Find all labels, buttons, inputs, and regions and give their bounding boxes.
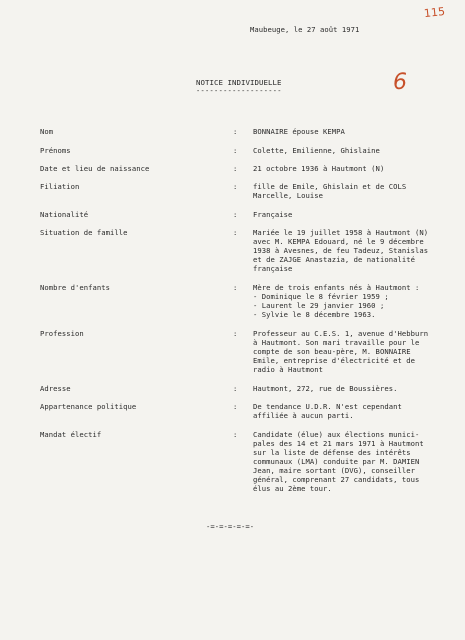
field-value-mandat-1: Candidate (élue) aux élections munici- [253,430,420,439]
field-value-mandat-6: général, comprenant 27 candidats, tous [253,475,420,484]
field-colon: : [233,182,238,191]
field-label-situation: Situation de famille [40,228,128,237]
field-value-profession-2: à Hautmont. Son mari travaille pour le [253,338,420,347]
field-value-nom: BONNAIRE épouse KEMPA [253,127,345,136]
field-label-mandat: Mandat électif [40,430,102,439]
field-colon: : [233,283,238,292]
field-value-mandat-5: Jean, maire sortant (DVG), conseiller [253,466,415,475]
field-colon: : [233,146,238,155]
field-value-naissance: 21 octobre 1936 à Hautmont (N) [253,164,385,173]
field-value-filiation-1: fille de Emile, Ghislain et de COLS [253,182,407,191]
page-number-handwritten: 115 [423,4,446,21]
field-value-mandat-2: pales des 14 et 21 mars 1971 à Hautmont [253,439,424,448]
field-value-situation-4: et de ZAJGE Anastazia, de nationalité [253,255,415,264]
field-value-enfants-2: - Dominique le 8 février 1959 ; [253,292,389,301]
field-value-situation-1: Mariée le 19 juillet 1958 à Hautmont (N) [253,228,429,237]
field-colon: : [233,402,238,411]
field-value-enfants-4: - Sylvie le 8 décembre 1963. [253,310,376,319]
field-colon: : [233,329,238,338]
field-value-profession-1: Professeur au C.E.S. 1, avenue d'Hebburn [253,329,429,338]
field-value-prenoms: Colette, Emilienne, Ghislaine [253,146,380,155]
place-date: Maubeuge, le 27 août 1971 [250,25,360,34]
field-value-politique-1: De tendance U.D.R. N'est cependant [253,402,402,411]
field-label-nom: Nom [40,127,54,136]
field-value-nationalite: Française [253,210,293,219]
field-label-enfants: Nombre d'enfants [40,283,111,292]
field-colon: : [233,384,238,393]
field-label-adresse: Adresse [40,384,71,393]
field-value-situation-2: avec M. KEMPA Edouard, né le 9 décembre [253,237,424,246]
field-value-situation-5: française [253,264,293,273]
field-value-profession-3: compte de son beau-père, M. BONNAIRE [253,347,411,356]
field-value-adresse: Hautmont, 272, rue de Boussières. [253,384,398,393]
field-label-filiation: Filiation [40,182,80,191]
end-mark: -=-=-=-=-=- [206,522,255,531]
field-colon: : [233,127,238,136]
field-value-enfants-1: Mère de trois enfants nés à Hautmont : [253,283,420,292]
field-value-situation-3: 1938 à Avesnes, de feu Tadeuz, Stanislas [253,246,429,255]
field-label-profession: Profession [40,329,84,338]
field-label-prenoms: Prénoms [40,146,71,155]
title-underline: ------------------- [196,87,282,95]
field-value-profession-4: Emile, entreprise d'électricité et de [253,356,415,365]
field-colon: : [233,430,238,439]
field-label-naissance: Date et lieu de naissance [40,164,150,173]
field-value-mandat-7: élus au 2ème tour. [253,484,332,493]
field-colon: : [233,210,238,219]
handwritten-mark: 6 [393,70,407,95]
field-value-mandat-3: sur la liste de défense des intérêts [253,448,411,457]
notice-title: NOTICE INDIVIDUELLE [196,78,282,87]
field-label-nationalite: Nationalité [40,210,89,219]
field-value-mandat-4: communaux (LMA) conduite par M. DAMIEN [253,457,420,466]
field-colon: : [233,228,238,237]
field-value-politique-2: affiliée à aucun parti. [253,411,354,420]
field-colon: : [233,164,238,173]
field-label-politique: Appartenance politique [40,402,137,411]
field-value-profession-5: radio à Hautmont [253,365,324,374]
field-value-enfants-3: - Laurent le 29 janvier 1960 ; [253,301,385,310]
field-value-filiation-2: Marcelle, Louise [253,191,324,200]
